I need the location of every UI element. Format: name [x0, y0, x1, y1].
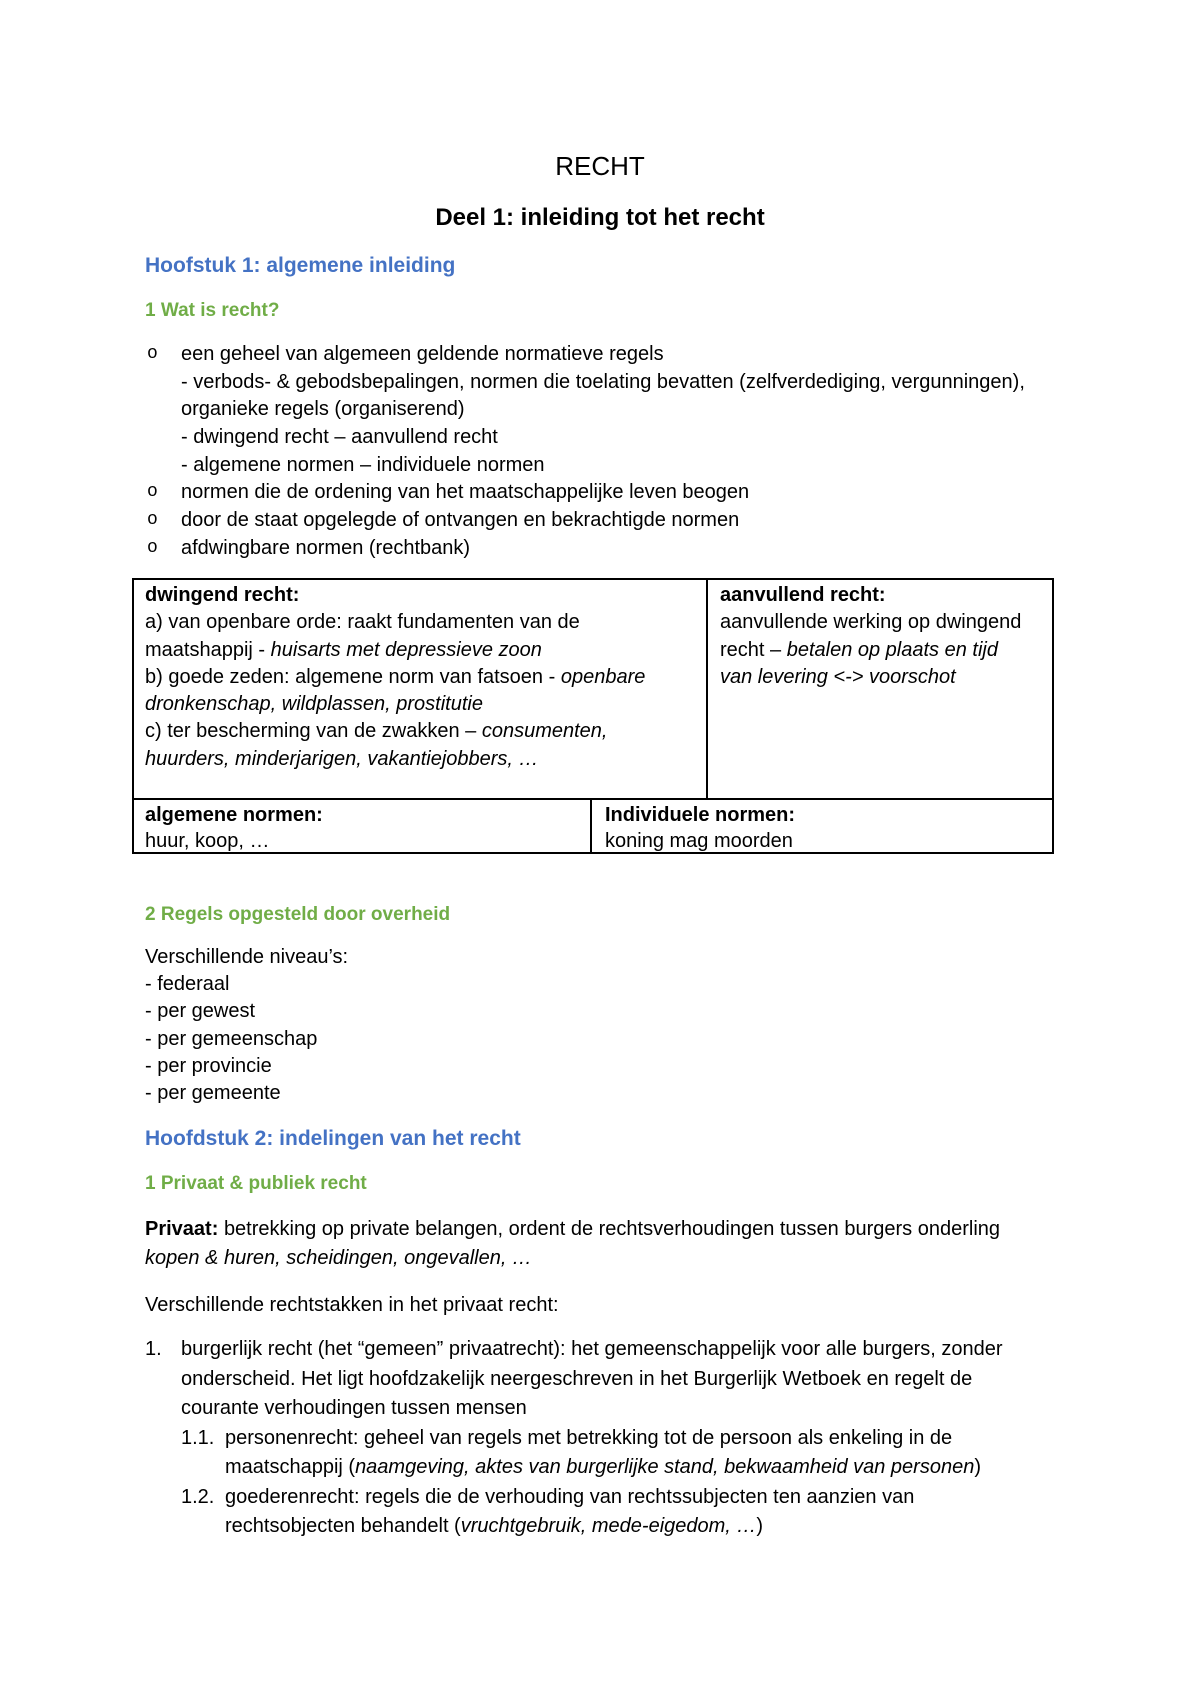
cell-text: koning mag moorden — [605, 830, 793, 852]
list-item: - per gemeenschap — [145, 1027, 318, 1050]
list-item: - federaal — [145, 973, 230, 996]
list-item-line: onderscheid. Het ligt hoofdzakelijk neergeschreven in het Burgerlijk Wetboek en regelt de — [181, 1367, 973, 1390]
sub-item-text: goederenrecht: regels die de verhouding van rechtssubjecten ten aanzien van — [225, 1485, 915, 1508]
sub-item-line — [225, 1424, 1003, 1454]
sub-item-examples: vruchtgebruik, mede-eigedom, … — [460, 1515, 757, 1537]
cell-text: a) van openbare orde: raakt fundamenten van de — [145, 611, 580, 634]
cell-example: betalen op plaats en tijd — [786, 638, 998, 661]
numbered-sub-item — [181, 1424, 1003, 1483]
sub-item-line — [225, 1512, 1003, 1542]
definition-bullet-list — [145, 341, 1025, 563]
bullet-marker: o — [147, 537, 158, 558]
list-intro: Verschillende niveau’s: — [145, 946, 349, 968]
list-item: - per gewest — [145, 1000, 256, 1023]
sub-item-text: ) — [756, 1515, 764, 1537]
list-item: - per gemeente — [145, 1081, 281, 1104]
sub-item-line — [225, 1453, 1003, 1483]
list-item — [145, 535, 1025, 563]
list-item-text: afdwingbare normen (rechtbank) — [181, 536, 471, 559]
cell-line — [145, 691, 706, 718]
cell-label: dwingend recht: — [145, 584, 300, 606]
cell-text: aanvullende werking op dwingend — [720, 611, 1022, 634]
bullet-marker: o — [147, 482, 158, 503]
branches-numbered-list — [145, 1335, 1003, 1542]
cell-label: aanvullend recht: — [720, 584, 886, 606]
list-item: - per provincie — [145, 1054, 272, 1077]
list-item-text: een geheel van algemeen geldende normatieve regels — [181, 343, 664, 365]
table-row — [134, 800, 1052, 852]
cell-line — [145, 718, 706, 745]
cell-heading-line — [145, 582, 706, 609]
cell-text: maatshappij - — [145, 638, 271, 661]
cell-line — [605, 828, 1052, 854]
cell-label: Individuele normen: — [605, 804, 796, 826]
cell-line — [145, 609, 706, 636]
cell-line — [720, 664, 1052, 691]
sub-list-number: 1.1. — [181, 1426, 215, 1449]
list-item-subline: organieke regels (organiserend) — [181, 398, 465, 421]
sub-item-text: rechtsobjecten behandelt ( — [225, 1515, 461, 1537]
document-title: RECHT — [555, 151, 645, 181]
section-heading: 1 Wat is recht? — [145, 300, 280, 321]
sub-item-text: ) — [974, 1456, 982, 1478]
list-number: 1. — [145, 1338, 162, 1360]
sub-item-examples: naamgeving, aktes van burgerlijke stand, bekwaamheid van personen — [355, 1456, 975, 1478]
sub-item-text: personenrecht: geheel van regels met betrekking tot de persoon als enkeling in de — [225, 1426, 953, 1449]
bullet-marker: o — [147, 344, 158, 364]
paragraph-line — [145, 1215, 1000, 1244]
table-row — [134, 580, 1052, 800]
cell-line — [145, 828, 590, 854]
privaat-paragraph — [145, 1215, 1000, 1273]
sub-list-number: 1.2. — [181, 1485, 215, 1508]
list-item-subline: - algemene normen – individuele normen — [181, 453, 545, 476]
list-item-text: door de staat opgelegde of ontvangen en bekrachtigde normen — [181, 509, 740, 532]
table-cell-dwingend-recht — [134, 580, 708, 798]
sub-item-line — [225, 1483, 1003, 1513]
cell-example: dronkenschap, wildplassen, prostitutie — [145, 693, 483, 716]
cell-text: b) goede zeden: algemene norm van fatsoen - — [145, 665, 561, 688]
section-heading: 2 Regels opgesteld door overheid — [145, 904, 451, 925]
cell-text: huur, koop, … — [145, 830, 270, 852]
table-cell-individuele-normen — [592, 800, 1052, 852]
sub-item-text: maatschappij ( — [225, 1456, 356, 1478]
cell-line — [720, 609, 1052, 636]
list-item — [145, 479, 1025, 507]
cell-label: algemene normen: — [145, 804, 323, 826]
list-item — [145, 341, 1025, 369]
cell-example: openbare — [560, 665, 646, 688]
cell-line — [720, 637, 1052, 664]
cell-text: recht – — [720, 638, 787, 661]
term-label: Privaat: — [145, 1218, 219, 1240]
part-title: Deel 1: inleiding tot het recht — [435, 204, 765, 231]
list-item-line: courante verhoudingen tussen mensen — [181, 1397, 527, 1419]
bullet-marker: o — [147, 510, 158, 531]
section-heading: 1 Privaat & publiek recht — [145, 1173, 367, 1194]
numbered-list-item — [145, 1335, 1003, 1542]
cell-example: consumenten, — [481, 720, 608, 743]
norms-table — [132, 578, 1054, 854]
numbered-sub-item — [181, 1483, 1003, 1542]
cell-example: huisarts met depressieve zoon — [270, 638, 542, 661]
cell-example: huurders, minderjarigen, vakantiejobbers, … — [145, 747, 539, 770]
list-item-subline: - verbods- & gebodsbepalingen, normen die toelating bevatten (zelfverdediging, vergunningen), — [181, 370, 1025, 393]
table-cell-algemene-normen — [134, 800, 592, 852]
list-item-line: burgerlijk recht (het “gemeen” privaatrecht): het gemeenschappelijk voor alle burgers, zonder — [181, 1338, 1003, 1360]
term-definition: betrekking op private belangen, ordent de rechtsverhoudingen tussen burgers onderling — [223, 1218, 1001, 1240]
government-levels-list — [145, 944, 348, 1107]
list-item-subline: - dwingend recht – aanvullend recht — [181, 426, 498, 449]
chapter-heading: Hoofstuk 1: algemene inleiding — [145, 254, 456, 277]
cell-heading-line — [145, 802, 590, 828]
list-item-text: normen die de ordening van het maatschappelijke leven beogen — [181, 481, 750, 504]
cell-text: c) ter bescherming van de zwakken – — [145, 720, 482, 743]
chapter-heading: Hoofdstuk 2: indelingen van het recht — [145, 1127, 521, 1150]
cell-line — [145, 746, 706, 773]
cell-line — [145, 637, 706, 664]
table-cell-aanvullend-recht — [708, 580, 1052, 798]
paragraph-line — [145, 1244, 1000, 1273]
cell-line — [145, 664, 706, 691]
cell-heading-line — [605, 802, 1052, 828]
list-item — [145, 507, 1025, 535]
term-examples: kopen & huren, scheidingen, ongevallen, … — [145, 1247, 532, 1269]
branches-intro: Verschillende rechtstakken in het privaat recht: — [145, 1294, 559, 1316]
cell-example: van levering <-> voorschot — [720, 665, 956, 688]
cell-heading-line — [720, 582, 1052, 609]
